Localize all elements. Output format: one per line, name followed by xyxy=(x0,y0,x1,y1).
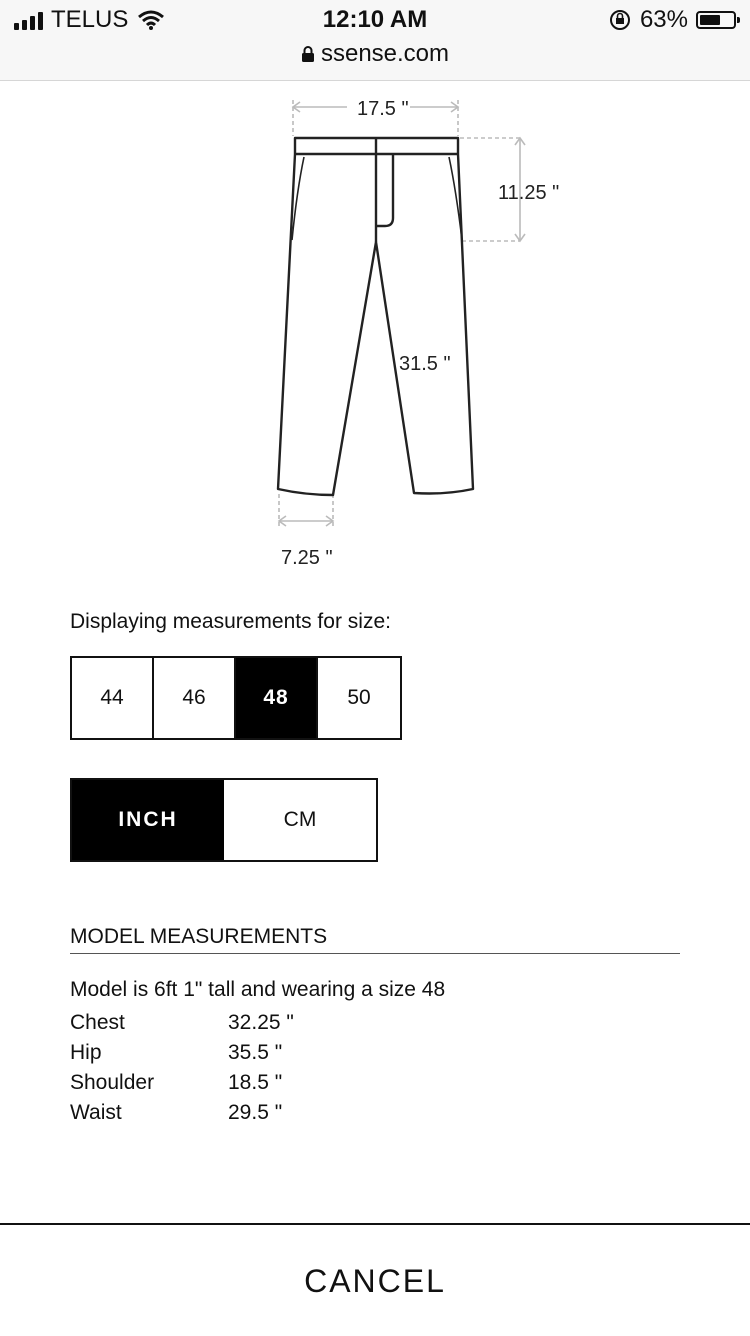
lock-icon xyxy=(301,45,315,63)
battery-percent: 63% xyxy=(639,6,688,33)
measurement-value: 29.5 " xyxy=(228,1101,283,1124)
table-row xyxy=(70,1098,294,1128)
unit-toggle xyxy=(70,778,378,862)
address-bar[interactable] xyxy=(0,40,750,68)
leg-opening-measurement: 7.25 " xyxy=(281,547,333,569)
unit-inch-button[interactable]: INCH xyxy=(72,780,224,860)
unit-cm-button[interactable]: CM xyxy=(283,808,317,831)
status-bar xyxy=(0,0,750,81)
table-row xyxy=(70,1038,294,1068)
pants-illustration xyxy=(0,80,750,580)
leg-opening-dimension-line xyxy=(279,494,333,528)
size-option-46[interactable]: 46 xyxy=(154,658,236,738)
model-intro: Model is 6ft 1" tall and wearing a size 48 xyxy=(70,978,446,1001)
size-option-48[interactable]: 48 xyxy=(236,658,318,738)
model-measurements-table xyxy=(70,1008,294,1128)
measurement-value: 32.25 " xyxy=(228,1011,294,1034)
cancel-button[interactable]: CANCEL xyxy=(304,1263,446,1299)
size-selector xyxy=(70,656,402,740)
inseam-measurement: 31.5 " xyxy=(399,353,451,375)
table-row xyxy=(70,1008,294,1038)
battery-icon xyxy=(696,11,736,29)
waist-measurement: 17.5 " xyxy=(357,98,409,120)
measurement-label: Shoulder xyxy=(70,1071,155,1094)
model-measurements-heading: MODEL MEASUREMENTS xyxy=(70,925,680,954)
carrier-name: TELUS xyxy=(51,6,129,33)
size-heading: Displaying measurements for size: xyxy=(70,610,391,633)
size-option-50[interactable]: 50 xyxy=(347,686,371,709)
url-text: ssense.com xyxy=(320,40,450,67)
pants-outline xyxy=(278,138,473,495)
pants-diagram xyxy=(0,80,750,580)
measurement-value: 35.5 " xyxy=(228,1041,283,1064)
size-option-44[interactable]: 44 xyxy=(72,658,154,738)
measurement-label: Waist xyxy=(70,1101,122,1124)
measurement-label: Chest xyxy=(70,1011,125,1034)
measurement-label: Hip xyxy=(70,1041,102,1064)
table-row xyxy=(70,1068,294,1098)
battery-group xyxy=(608,6,736,34)
footer-bar xyxy=(0,1223,750,1336)
rotation-lock-icon xyxy=(608,8,632,32)
clock: 12:10 AM xyxy=(322,6,428,33)
measurement-value: 18.5 " xyxy=(228,1071,283,1094)
rise-measurement: 11.25 " xyxy=(498,182,560,204)
